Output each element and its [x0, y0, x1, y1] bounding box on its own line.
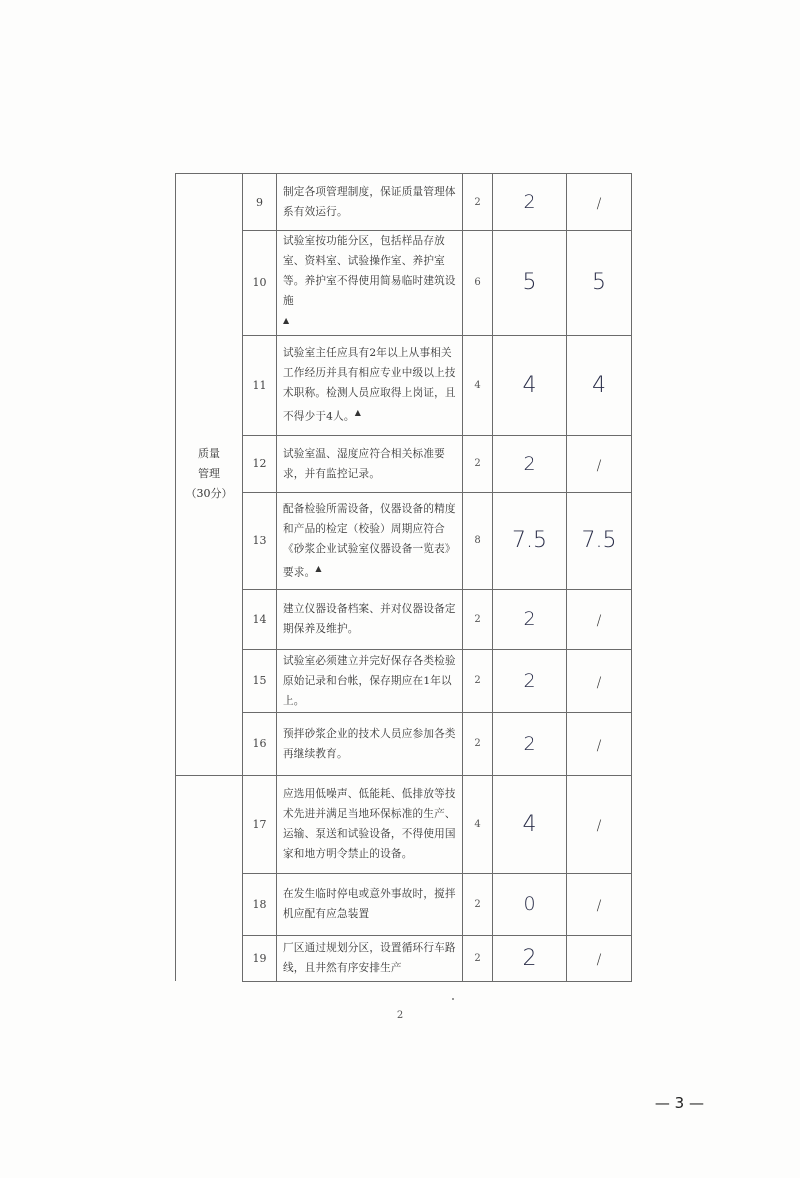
- max-score: 2: [463, 935, 493, 981]
- table-row: [176, 231, 632, 336]
- item-number: 19: [243, 935, 277, 981]
- max-score: 6: [463, 231, 493, 336]
- handwritten-score-1: 2: [493, 589, 567, 649]
- max-score: 2: [463, 873, 493, 935]
- item-text: 配备检验所需设备，仪器设备的精度和产品的检定（校验）周期应符合《砂浆企业试验室仪器设备一览表》要求。▲: [277, 492, 463, 589]
- max-score: 2: [463, 435, 493, 492]
- handwritten-score-2: 4: [567, 335, 632, 435]
- handwritten-score-2: /: [567, 935, 632, 981]
- table-row: [176, 935, 632, 981]
- table-row: [176, 775, 632, 873]
- scan-speck: [452, 998, 454, 1000]
- item-number: 12: [243, 435, 277, 492]
- handwritten-score-1: 2: [493, 935, 567, 981]
- max-score: 2: [463, 174, 493, 231]
- item-text: 试验室主任应具有2年以上从事相关工作经历并具有相应专业中级以上技术职称。检测人员应取得上岗证，且不得少于4人。▲: [277, 335, 463, 435]
- handwritten-score-1: 0: [493, 873, 567, 935]
- triangle-mark: ▲: [354, 408, 362, 418]
- item-number: 18: [243, 873, 277, 935]
- item-text: 预拌砂浆企业的技术人员应参加各类再继续教育。: [277, 712, 463, 775]
- handwritten-score-1: 7.5: [493, 492, 567, 589]
- item-text: 制定各项管理制度，保证质量管理体系有效运行。: [277, 174, 463, 231]
- table-row: [176, 649, 632, 712]
- max-score: 2: [463, 712, 493, 775]
- handwritten-score-1: 4: [493, 335, 567, 435]
- handwritten-score-1: 2: [493, 649, 567, 712]
- handwritten-score-2: /: [567, 174, 632, 231]
- page-number: — 3 —: [654, 1094, 704, 1112]
- max-score: 8: [463, 492, 493, 589]
- evaluation-table: [175, 173, 632, 982]
- item-text: 试验室必须建立并完好保存各类检验原始记录和台帐，保存期应在1年以上。: [277, 649, 463, 712]
- handwritten-score-1: 2: [493, 174, 567, 231]
- item-text: 试验室温、湿度应符合相关标准要求，并有监控记录。: [277, 435, 463, 492]
- item-number: 11: [243, 335, 277, 435]
- item-number: 17: [243, 775, 277, 873]
- handwritten-score-2: /: [567, 649, 632, 712]
- item-number: 9: [243, 174, 277, 231]
- item-text: 试验室按功能分区，包括样品存放室、资料室、试验操作室、养护室等。养护室不得使用简易临时建筑设施 ▲: [277, 231, 463, 336]
- table-row: [176, 335, 632, 435]
- category-cell-empty: [176, 775, 243, 981]
- max-score: 2: [463, 589, 493, 649]
- handwritten-score-1: 2: [493, 712, 567, 775]
- max-score: 4: [463, 335, 493, 435]
- table-row: [176, 174, 632, 231]
- item-number: 15: [243, 649, 277, 712]
- inner-page-number: 2: [396, 1010, 404, 1021]
- category-label-line: 质量: [198, 447, 220, 461]
- table-row: [176, 589, 632, 649]
- table-row: [176, 435, 632, 492]
- handwritten-score-2: 5: [567, 231, 632, 336]
- table-row: [176, 492, 632, 589]
- handwritten-score-2: /: [567, 435, 632, 492]
- handwritten-score-1: 5: [493, 231, 567, 336]
- item-number: 14: [243, 589, 277, 649]
- item-text: 应选用低噪声、低能耗、低排放等技术先进并满足当地环保标准的生产、运输、泵送和试验设备，不得使用国家和地方明令禁止的设备。: [277, 775, 463, 873]
- handwritten-score-2: 7.5: [567, 492, 632, 589]
- item-number: 16: [243, 712, 277, 775]
- item-number: 10: [243, 231, 277, 336]
- handwritten-score-1: 2: [493, 435, 567, 492]
- handwritten-score-2: /: [567, 589, 632, 649]
- item-text: 建立仪器设备档案、并对仪器设备定期保养及维护。: [277, 589, 463, 649]
- category-label-line: （30分）: [185, 487, 233, 501]
- table-row: [176, 873, 632, 935]
- handwritten-score-1: 4: [493, 775, 567, 873]
- item-text: 厂区通过规划分区，设置循环行车路线，且井然有序安排生产: [277, 935, 463, 981]
- handwritten-score-2: /: [567, 712, 632, 775]
- table-row: [176, 712, 632, 775]
- item-text: 在发生临时停电或意外事故时，搅拌机应配有应急装置: [277, 873, 463, 935]
- triangle-mark: ▲: [315, 563, 322, 573]
- handwritten-score-2: /: [567, 873, 632, 935]
- max-score: 2: [463, 649, 493, 712]
- category-cell-quality: [176, 174, 243, 776]
- item-number: 13: [243, 492, 277, 589]
- category-label-line: 管理: [198, 467, 220, 481]
- handwritten-score-2: /: [567, 775, 632, 873]
- triangle-mark: ▲: [283, 316, 290, 325]
- max-score: 4: [463, 775, 493, 873]
